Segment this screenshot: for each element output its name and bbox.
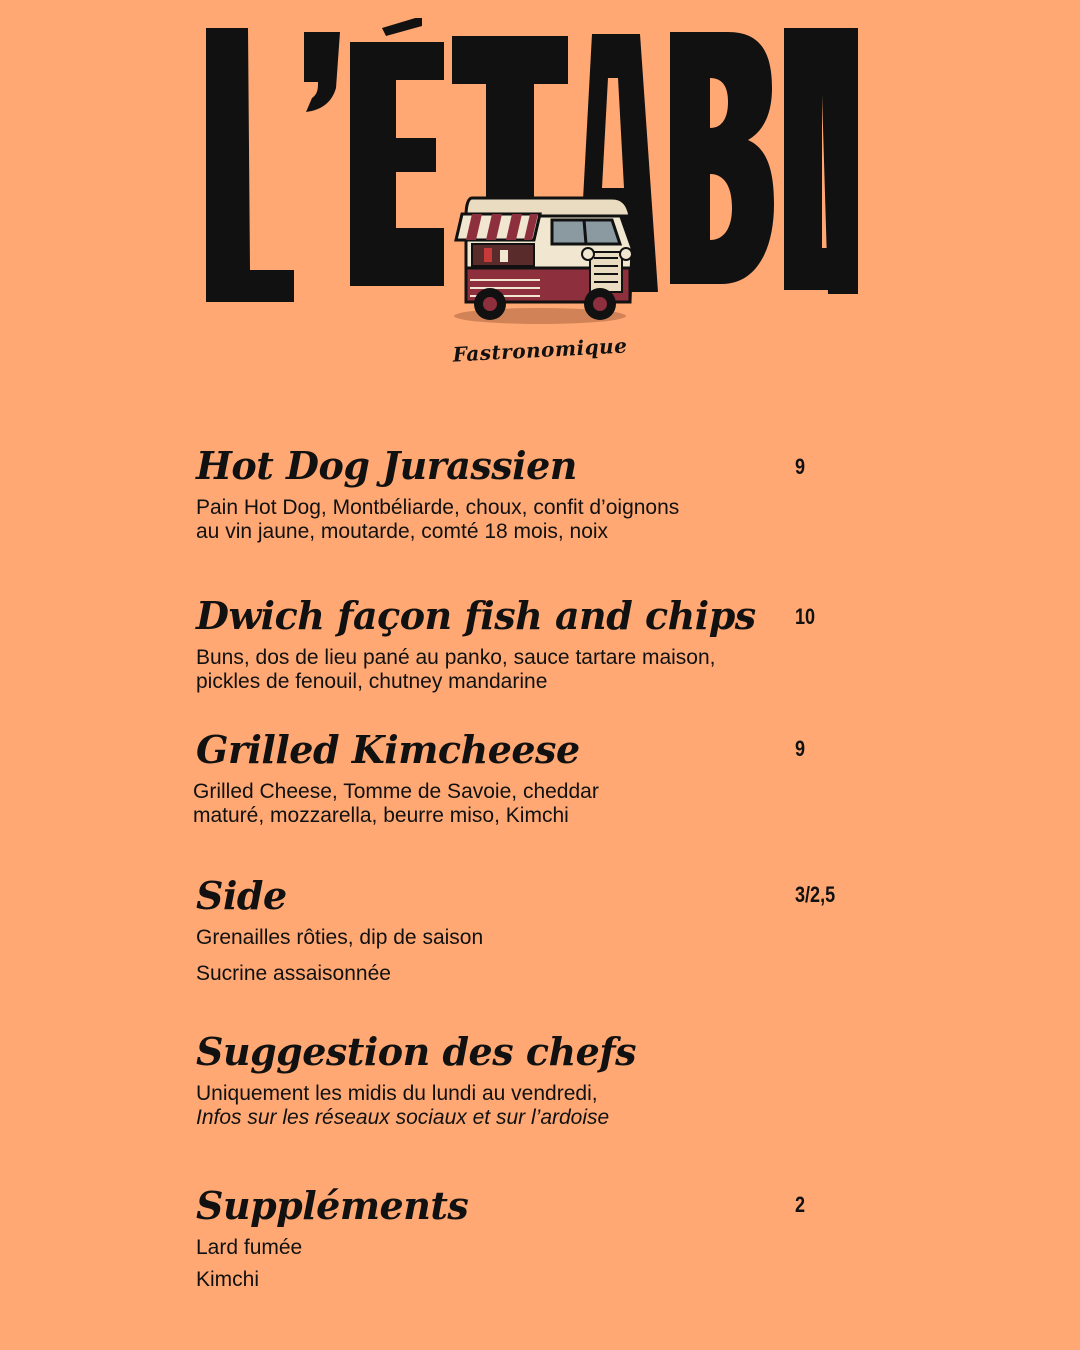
menu-item-price: 3/2,5: [795, 882, 836, 907]
menu-item-suggestion: [196, 1030, 856, 1130]
description-line: Infos sur les réseaux sociaux et sur l’ardoise: [196, 1106, 610, 1129]
description-line: Grenailles rôties, dip de saison: [196, 926, 484, 949]
menu-item-name: Side: [196, 873, 287, 918]
logo-letter-b: [670, 32, 774, 284]
logo-letter-e: [350, 42, 444, 286]
menu-item-name: Grilled Kimcheese: [196, 727, 580, 772]
description-line: Sucrine assaisonnée: [196, 962, 391, 985]
logo-letter-l: [206, 28, 294, 302]
food-truck-illustration: [454, 198, 632, 324]
menu-item-side: [196, 874, 856, 986]
menu-item-name: Suppléments: [196, 1183, 469, 1228]
menu-item-description: Grilled Cheese, Tomme de Savoie, cheddar maturé, mozzarella, beurre miso, Kimchi: [193, 780, 599, 827]
menu-item-description: Pain Hot Dog, Montbéliarde, choux, confit d’oignons au vin jaune, moutarde, comté 18 mois, noix: [196, 496, 680, 543]
menu-item-name: Hot Dog Jurassien: [196, 443, 577, 488]
menu-item-name: Suggestion des chefs: [196, 1029, 637, 1074]
menu-item-price: 10: [795, 604, 816, 629]
menu-item-price: 2: [795, 1192, 806, 1217]
description-line: Lard fumée: [196, 1236, 303, 1259]
logo-apostrophe: [304, 32, 340, 112]
fork-icon: [538, 116, 556, 188]
menu-item-price: 9: [795, 736, 806, 761]
menu-item-supplements: [196, 1184, 856, 1292]
logo-graphic: [200, 18, 860, 338]
menu-item-price: 9: [795, 454, 806, 479]
logo-accent: [382, 18, 422, 36]
menu-item-description: [196, 1236, 696, 1292]
description-line: Uniquement les midis du lundi au vendredi,: [196, 1082, 598, 1105]
description-line: Kimchi: [196, 1268, 260, 1291]
brand-logo: [200, 18, 860, 378]
menu-item-name: Dwich façon fish and chips: [196, 593, 756, 638]
menu-item-description: [196, 1082, 756, 1130]
brand-tagline: Fastronomique: [452, 333, 628, 367]
menu-item-dwich: [196, 594, 856, 694]
menu-item-description: [196, 926, 696, 986]
menu-item-hot-dog: [196, 444, 856, 544]
menu-item-description: Buns, dos de lieu pané au panko, sauce tartare maison, pickles de fenouil, chutney mandarine: [196, 646, 716, 693]
menu-item-kimcheese: [193, 727, 856, 828]
